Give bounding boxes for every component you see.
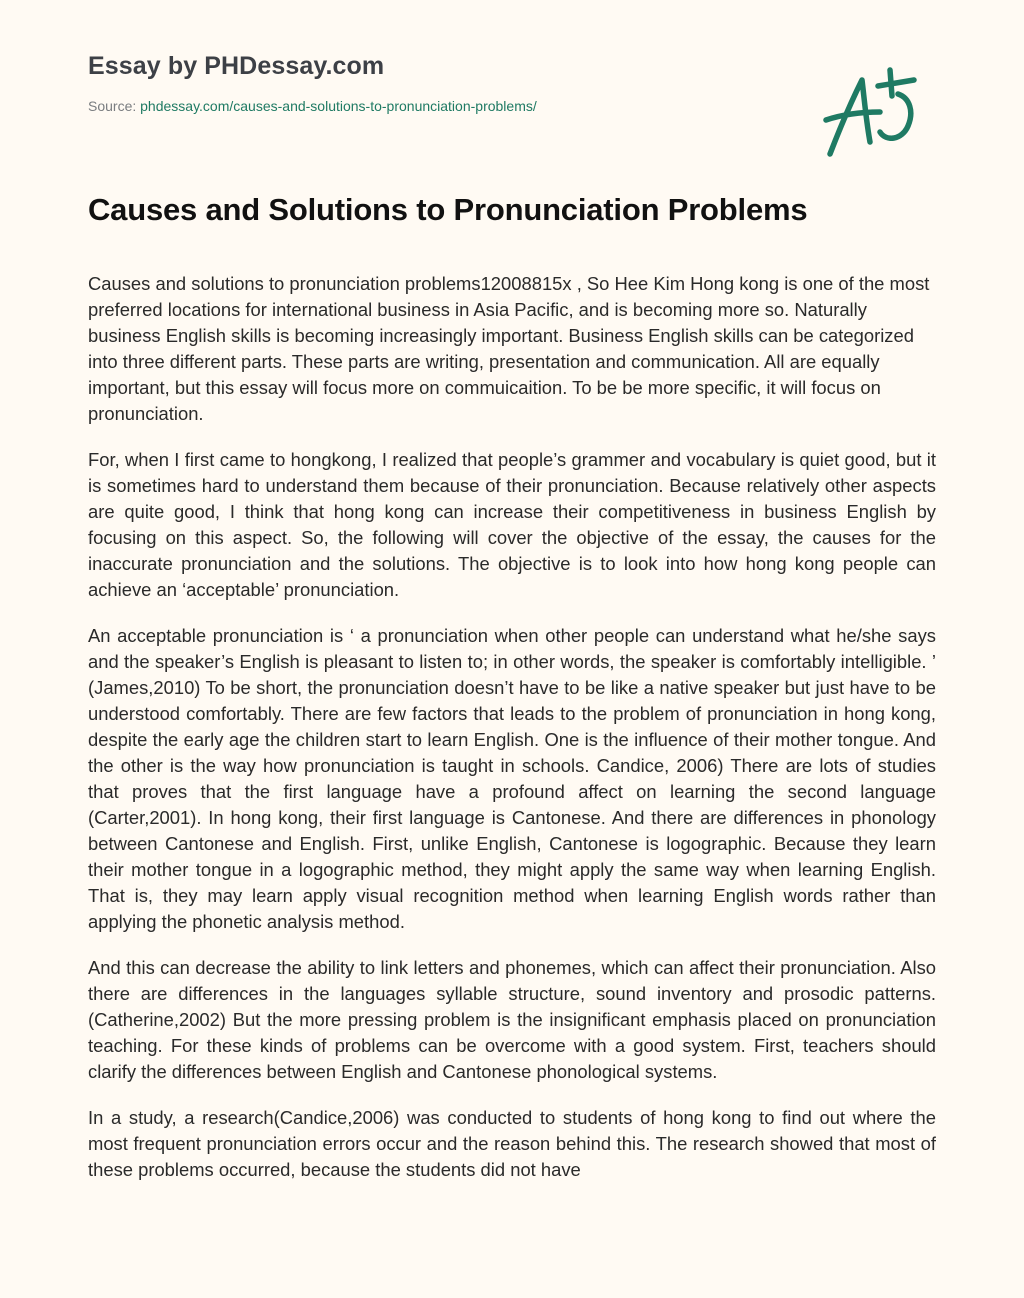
essay-body xyxy=(88,271,936,1253)
essay-paragraph: An acceptable pronunciation is ‘ a pronunciation when other people can understand what he/she says and the speaker’s English is pleasant to listen to; in other words, the speaker is comfortably intelligible. ’ (James,2010) To be short, the pronunciation doesn’t have to be like a native speaker but just have to be understood comfortably. There are few factors that leads to the problem of pronunciation in hong kong, despite the early age the children start to learn English. One is the influence of their mother tongue. And the other is the way how pronunciation is taught in schools. Candice, 2006) There are lots of studies that proves that the first language have a profound affect on learning the second language (Carter,2001). In hong kong, their first language is Cantonese. And there are differences in phonology between Cantonese and English. First, unlike English, Cantonese is logographic. Because they learn their mother tongue in a logographic method, they might apply the same way when learning English. That is, they may learn apply visual recognition method when learning English words rather than applying the phonetic analysis method. xyxy=(88,625,936,932)
essay-paragraph: For, when I first came to hongkong, I realized that people’s grammer and vocabulary is quiet good, but it is sometimes hard to understand them because of their pronunciation. Because relatively other aspects are quite good, I think that hong kong can increase their competitiveness in business English by focusing on this aspect. So, the following will cover the objective of the essay, the causes for the inaccurate pronunciation and the solutions. The objective is to look into how hong kong people can achieve an ‘acceptable’ pronunciation. xyxy=(88,449,936,600)
essay-paragraph: And this can decrease the ability to link letters and phonemes, which can affect their pronunciation. Also there are differences in the languages syllable structure, sound inventory and prosodic patterns. (Catherine,2002) But the more pressing problem is the insignificant emphasis placed on pronunciation teaching. For these kinds of problems can be overcome with a good system. First, teachers should clarify the differences between English and Cantonese phonological systems. xyxy=(88,957,936,1082)
source-line xyxy=(88,96,788,116)
a-plus-grade-icon xyxy=(818,62,934,162)
site-header xyxy=(88,48,788,116)
essay-title: Causes and Solutions to Pronunciation Problems xyxy=(88,192,808,227)
source-label: Source: xyxy=(88,98,137,114)
essay-paragraph: In a study, a research(Candice,2006) was conducted to students of hong kong to find out where the most frequent pronunciation errors occur and the reason behind this. The research showed that most of these problems occurred, because the students did not have xyxy=(88,1107,936,1180)
source-link[interactable]: phdessay.com/causes-and-solutions-to-pronunciation-problems/ xyxy=(140,98,537,114)
site-title: Essay by PHDessay.com xyxy=(88,52,385,80)
essay-paragraph: Causes and solutions to pronunciation problems12008815x , So Hee Kim Hong kong is one of the most preferred locations for international business in Asia Pacific, and is becoming more so. Naturally business English skills is becoming increasingly important. Business English skills can be categorized into three different parts. These parts are writing, presentation and communication. All are equally important, but this essay will focus more on commuicaition. To be be more specific, it will focus on pronunciation. xyxy=(88,273,930,424)
